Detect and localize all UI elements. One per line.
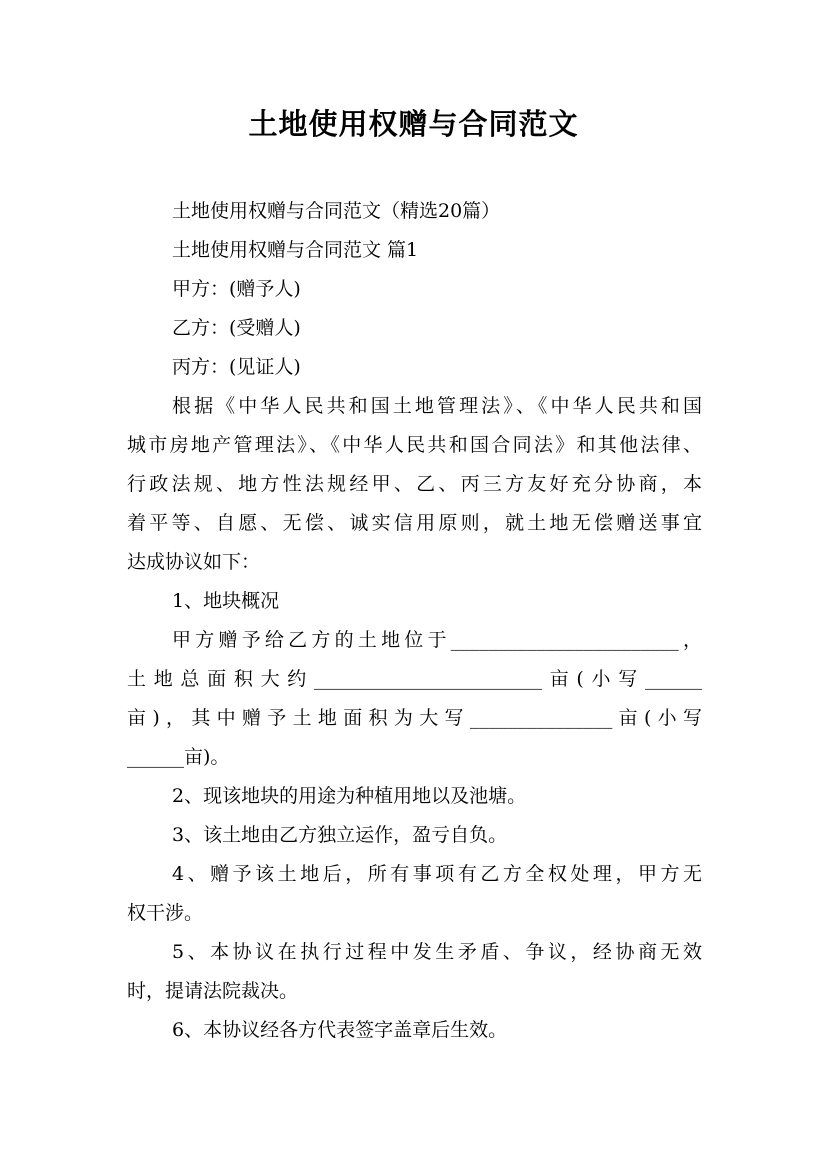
clause-line: 3、该土地由乙方独立运作，盈亏自负。: [172, 824, 508, 846]
clause-heading: 1、地块概况: [172, 590, 280, 612]
subtitle-line: 土地使用权赠与合同范文（精选20篇）: [172, 200, 501, 222]
section-heading: 土地使用权赠与合同范文 篇1: [172, 239, 419, 261]
party-b-line: 乙方：(受赠人): [172, 317, 301, 339]
paragraph-line: 土地总面积大约________________________亩(小写______: [127, 668, 702, 690]
clause-line: 2、现该地块的用途为种植用地以及池塘。: [172, 785, 527, 807]
party-a-line: 甲方：(赠予人): [172, 278, 301, 300]
paragraph-line: 城市房地产管理法》、《中华人民共和国合同法》和其他法律、: [127, 434, 702, 456]
clause-line: 时，提请法院裁决。: [127, 980, 299, 1002]
paragraph-line: 亩)，其中赠予土地面积为大写_______________亩(小写: [127, 707, 702, 729]
paragraph-line: 甲方赠予给乙方的土地位于________________________，: [172, 629, 702, 651]
paragraph-line: 根据《中华人民共和国土地管理法》、《中华人民共和国: [172, 395, 702, 417]
document-title: 土地使用权赠与合同范文: [248, 107, 579, 141]
paragraph-line: ______亩)。: [127, 746, 230, 768]
paragraph-line: 达成协议如下：: [127, 551, 261, 573]
party-c-line: 丙方：(见证人): [172, 356, 301, 378]
clause-line: 6、本协议经各方代表签字盖章后生效。: [172, 1019, 508, 1041]
clause-line: 权干涉。: [127, 902, 204, 924]
paragraph-line: 着平等、自愿、无偿、诚实信用原则，就土地无偿赠送事宜: [127, 512, 702, 534]
clause-line: 4、赠予该土地后，所有事项有乙方全权处理，甲方无: [172, 863, 702, 885]
clause-line: 5、本协议在执行过程中发生矛盾、争议，经协商无效: [172, 941, 702, 963]
paragraph-line: 行政法规、地方性法规经甲、乙、丙三方友好充分协商，本: [127, 473, 702, 495]
